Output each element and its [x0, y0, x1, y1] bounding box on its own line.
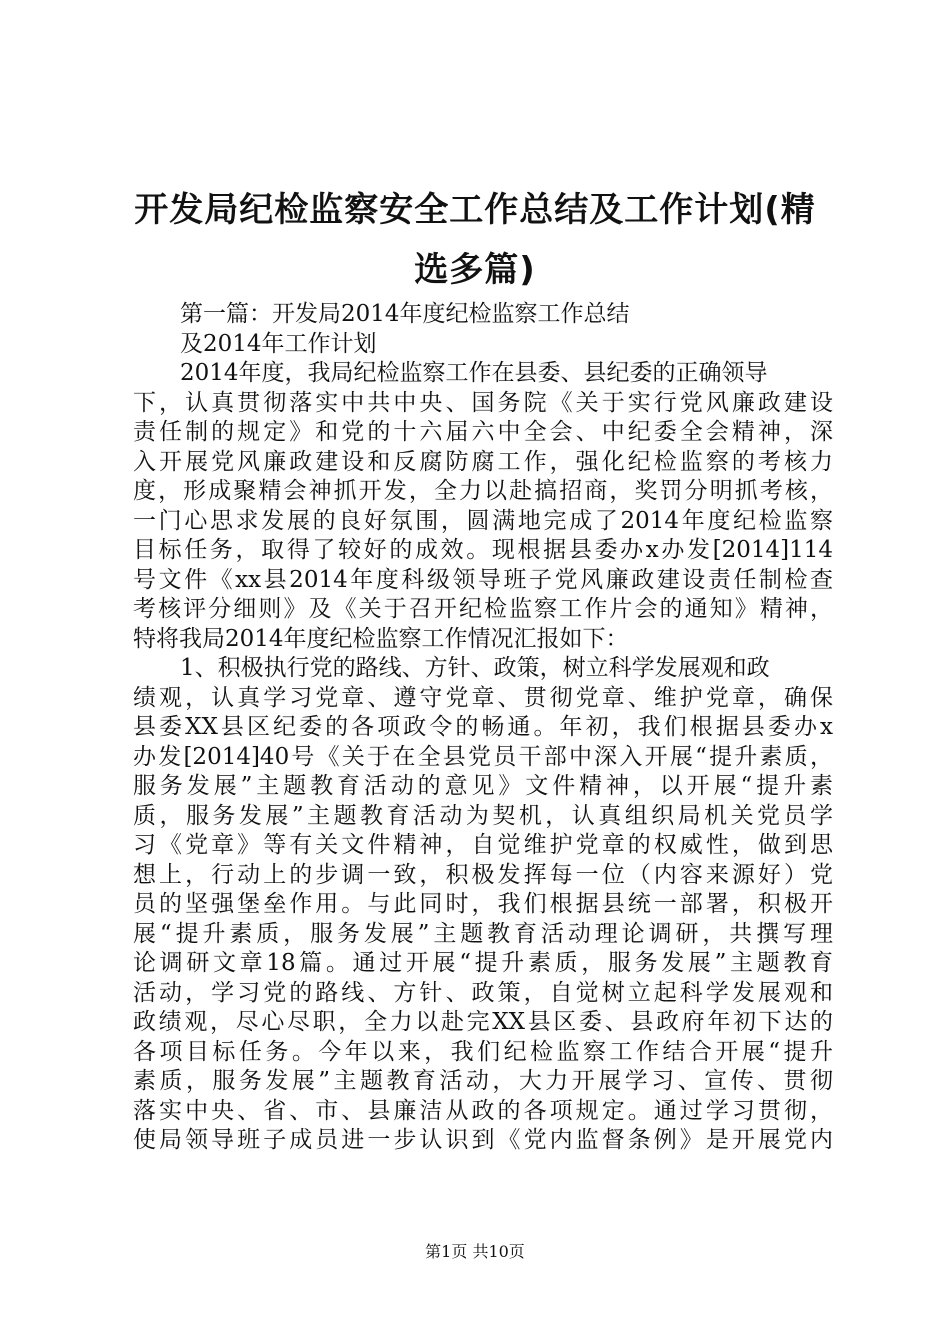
- paragraph-line: 2014年度，我局纪检监察工作在县委、县纪委的正确领导: [180, 360, 768, 386]
- document-body: [133, 300, 833, 1156]
- paragraph-line: 论调研文章18篇。通过开展“提升素质，服务发展”主题教育: [133, 950, 833, 976]
- section-heading: 第一篇：开发局2014年度纪检监察工作总结: [180, 301, 630, 327]
- paragraph-line: 落实中央、省、市、县廉洁从政的各项规定。通过学习贯彻，: [133, 1097, 833, 1124]
- paragraph-line: 习《党章》等有关文件精神，自觉维护党章的权威性，做到思: [133, 832, 833, 858]
- paragraph-line: 责任制的规定》和党的十六届六中全会、中纪委全会精神，深: [133, 419, 833, 445]
- paragraph-line: 质，服务发展”主题教育活动为契机，认真组织局机关党员学: [133, 802, 833, 829]
- paragraph-line: 展“提升素质，服务发展”主题教育活动理论调研，共撰写理: [133, 920, 833, 947]
- paragraph-line: 政绩观，尽心尽职，全力以赴完XX县区委、县政府年初下达的: [133, 1009, 833, 1035]
- paragraph-line: 入开展党风廉政建设和反腐防腐工作，强化纪检监察的考核力: [133, 448, 833, 475]
- paragraph-line: 考核评分细则》及《关于召开纪检监察工作片会的通知》精神，: [133, 596, 833, 622]
- paragraph-line: 特将我局2014年度纪检监察工作情况汇报如下：: [133, 625, 629, 652]
- paragraph-line: 各项目标任务。今年以来，我们纪检监察工作结合开展“提升: [133, 1038, 833, 1065]
- section-heading: 及2014年工作计划: [180, 330, 377, 357]
- paragraph-line: 一门心思求发展的良好氛围，圆满地完成了2014年度纪检监察: [133, 507, 833, 534]
- paragraph-line: 1、积极执行党的路线、方针、政策，树立科学发展观和政: [180, 655, 770, 681]
- paragraph-line: 服务发展”主题教育活动的意见》文件精神，以开展“提升素: [133, 773, 833, 799]
- page-footer: 第1页 共10页: [425, 1242, 525, 1261]
- document-title: [120, 180, 830, 300]
- paragraph-line: 素质，服务发展”主题教育活动，大力开展学习、宣传、贯彻: [133, 1068, 833, 1094]
- paragraph-line: 目标任务，取得了较好的成效。现根据县委办x办发[2014]114: [133, 537, 833, 563]
- paragraph-line: 想上，行动上的步调一致，积极发挥每一位（内容来源好）党: [133, 861, 833, 888]
- paragraph-line: 绩观，认真学习党章、遵守党章、贯彻党章、维护党章，确保: [133, 684, 833, 711]
- paragraph-line: 号文件《xx县2014年度科级领导班子党风廉政建设责任制检查: [133, 566, 833, 593]
- paragraph-line: 度，形成聚精会神抓开发，全力以赴搞招商，奖罚分明抓考核，: [133, 478, 833, 504]
- title-line: 开发局纪检监察安全工作总结及工作计划(精: [134, 190, 816, 230]
- paragraph-line: 员的坚强堡垒作用。与此同时，我们根据县统一部署，积极开: [133, 891, 833, 917]
- paragraph-line: 使局领导班子成员进一步认识到《党内监督条例》是开展党内: [133, 1127, 833, 1153]
- paragraph-line: 办发[2014]40号《关于在全县党员干部中深入开展“提升素质，: [133, 743, 833, 770]
- paragraph-line: 活动，学习党的路线、方针、政策，自觉树立起科学发展观和: [133, 979, 833, 1006]
- paragraph-line: 县委XX县区纪委的各项政令的畅通。年初，我们根据县委办x: [133, 714, 833, 740]
- paragraph-line: 下，认真贯彻落实中共中央、国务院《关于实行党风廉政建设: [133, 389, 833, 416]
- title-line: 选多篇): [414, 250, 536, 290]
